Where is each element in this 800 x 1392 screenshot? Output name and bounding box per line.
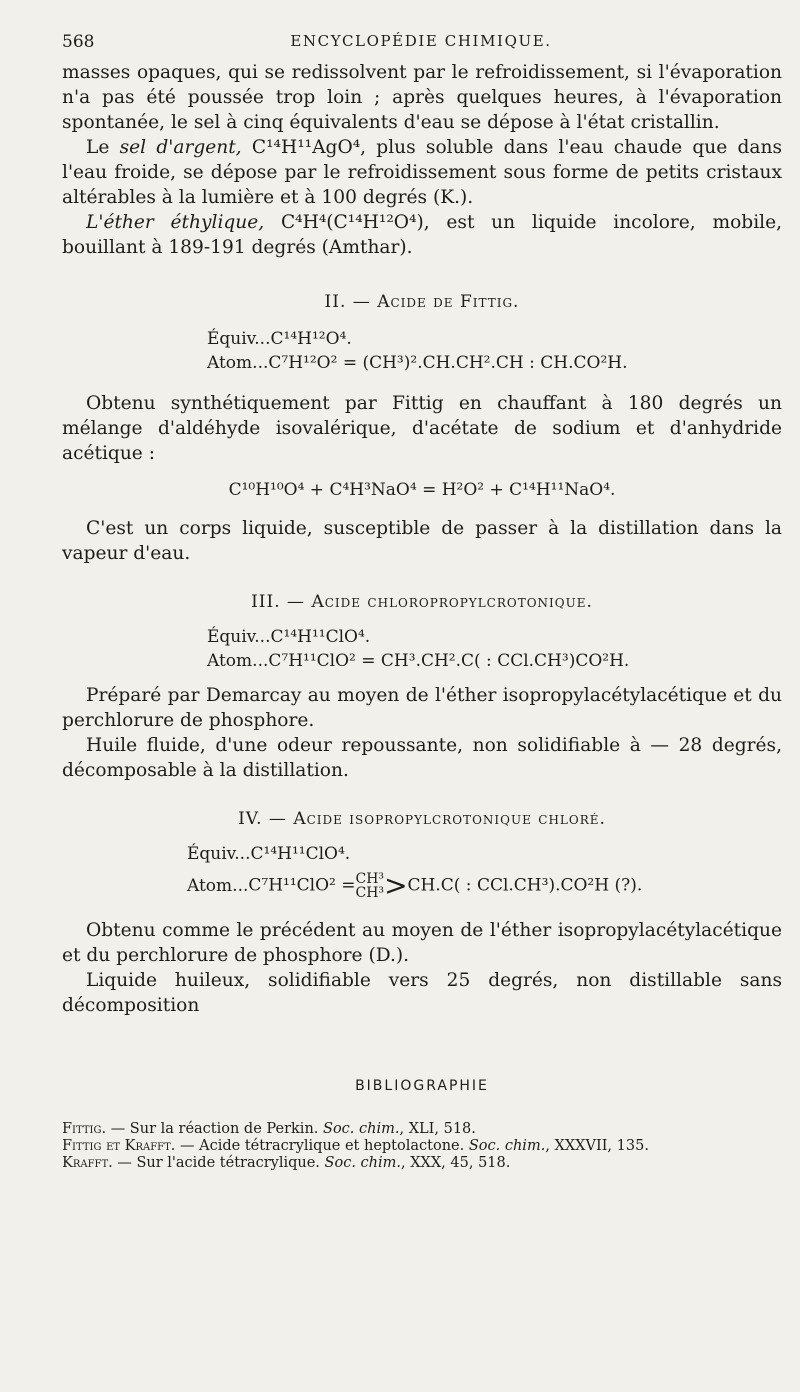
equiv-formula: Équiv...C¹⁴H¹¹ClO⁴. [187, 844, 351, 864]
atom-formula: Atom...C⁷H¹²O² = (CH³)².CH.CH².CH : CH.CO²H. [207, 353, 628, 373]
italic-term: L'éther éthylique, [86, 212, 265, 233]
equiv-formula: Équiv...C¹⁴H¹²O⁴. [207, 329, 352, 349]
page-number: 568 [62, 32, 95, 52]
formula-inline: C⁴H⁴(C¹⁴H¹²O⁴), [264, 212, 430, 233]
bibliography-entry: Fittig. — Sur la réaction de Perkin. Soc. chim., XLI, 518. [62, 1121, 476, 1137]
bibliography-list [62, 1121, 782, 1172]
branch-stack: CH³ CH³ [355, 871, 385, 901]
paragraph: Le sel d'argent, C¹⁴H¹¹AgO⁴, plus soluble dans l'eau chaude que dans l'eau froide, se dépose par le refroidissement sous forme de petits cristaux altérables à la lumière et à 100 degrés (K.). [62, 137, 783, 208]
reaction-equation: C¹⁰H¹⁰O⁴ + C⁴H³NaO⁴ = H²O² + C¹⁴H¹¹NaO⁴. [228, 480, 616, 500]
section-heading: III. — Acide chloropropylcrotonique. [251, 592, 593, 612]
section-heading: IV. — Acide isopropylcrotonique chloré. [238, 809, 606, 829]
paragraph: masses opaques, qui se redissolvent par le refroidissement, si l'évaporation n'a pas été poussée trop loin ; après quelques heures, à l'évaporation spontanée, le sel à cinq équivalents d'eau se dépose à l'état cristallin. [62, 62, 782, 133]
italic-term: sel d'argent, [119, 137, 242, 158]
paragraph: Préparé par Demarcay au moyen de l'éther isopropylacétylacétique et du perchlorure de phosphore. [62, 685, 782, 731]
paragraph: L'éther éthylique, C⁴H⁴(C¹⁴H¹²O⁴), est un liquide incolore, mobile, bouillant à 189-191 degrés (Amthar). [62, 212, 782, 258]
page-content [62, 60, 782, 1172]
paragraph: Huile fluide, d'une odeur repoussante, non solidifiable à — 28 degrés, décomposable à la distillation. [62, 735, 782, 781]
paragraph: Liquide huileux, solidifiable vers 25 degrés, non distillable sans décomposition [62, 970, 782, 1016]
paragraph: C'est un corps liquide, susceptible de passer à la distillation dans la vapeur d'eau. [62, 518, 782, 564]
formula-inline: C¹⁴H¹¹AgO⁴, [251, 137, 367, 158]
bibliography-entry: Fittig et Krafft. — Acide tétracrylique et heptolactone. Soc. chim., XXXVII, 135. [62, 1138, 649, 1154]
bibliography-title: BIBLIOGRAPHIE [355, 1078, 489, 1094]
section-heading: II. — Acide de Fittig. [324, 292, 520, 312]
bibliography-entry: Krafft. — Sur l'acide tétracrylique. Soc. chim., XXX, 45, 518. [62, 1155, 511, 1171]
running-title: ENCYCLOPÉDIE CHIMIQUE. [290, 32, 552, 50]
atom-formula: Atom...C⁷H¹¹ClO² = CH³.CH².C( : CCl.CH³)CO²H. [207, 651, 630, 671]
page-header [62, 32, 780, 56]
atom-formula: Atom...C⁷H¹¹ClO² =CH³ CH³>CH.C( : CCl.CH³).CO²H (?). [187, 869, 643, 902]
paragraph: Obtenu comme le précédent au moyen de l'éther isopropylacétylacétique et du perchlorure de phosphore (D.). [62, 920, 782, 966]
equiv-formula: Équiv...C¹⁴H¹¹ClO⁴. [207, 627, 371, 647]
paragraph: Obtenu synthétiquement par Fittig en chauffant à 180 degrés un mélange d'aldéhyde isovalérique, d'acétate de sodium et d'anhydride acétique : [62, 393, 782, 464]
branch-bracket: > [384, 869, 408, 902]
